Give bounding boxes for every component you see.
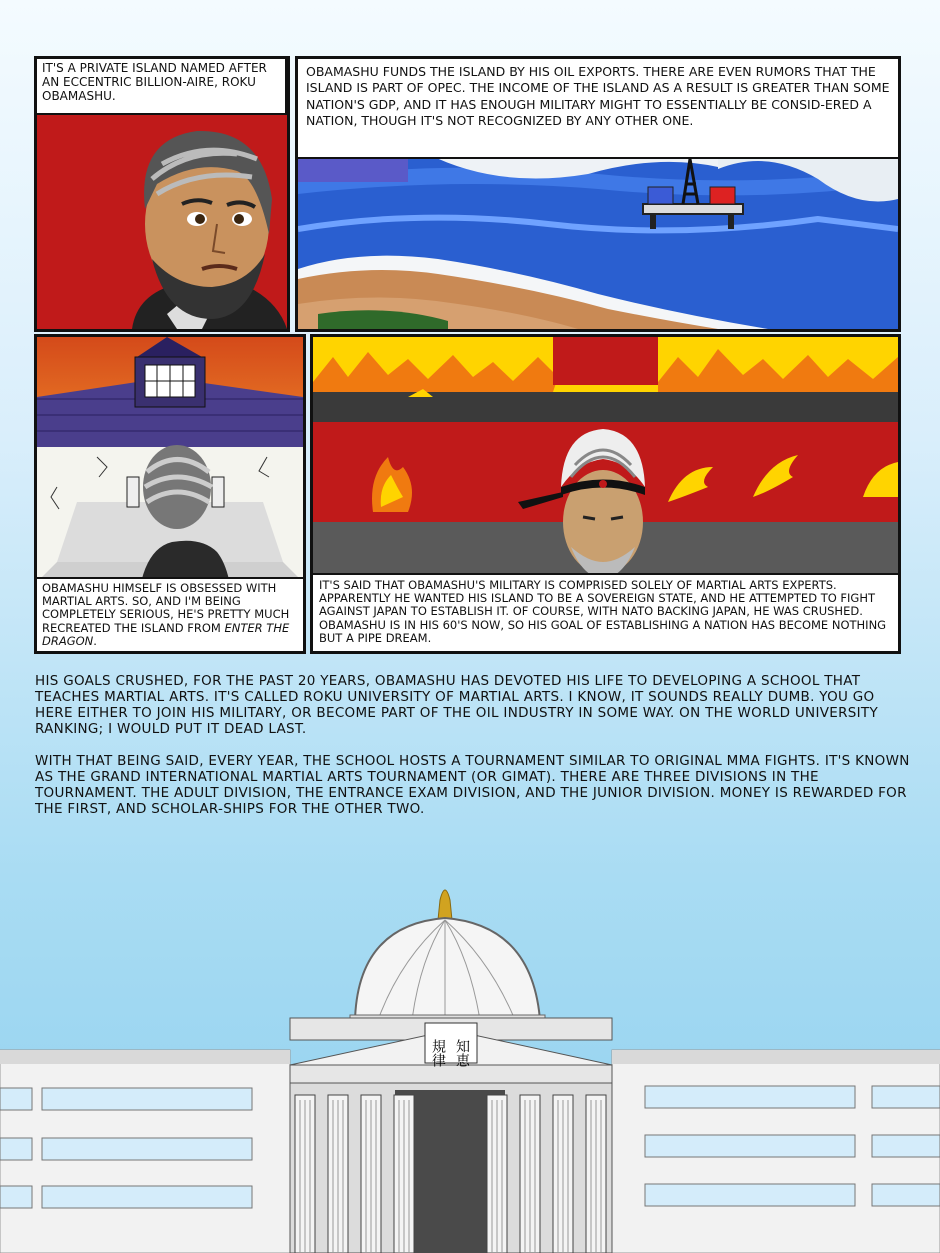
building-sign-left: 規律 <box>430 1039 446 1067</box>
panel-4-caption: IT'S SAID THAT OBAMASHU'S MILITARY IS COMPRISED SOLELY OF MARTIAL ARTS EXPERTS. APPARENTLY HE WANTED HIS ISLAND TO BE A SOVEREIGN STATE, AND HE ATTEMPTED TO FIGHT AGAINST JAPAN TO ESTABLISH IT. OF COURSE, WITH NATO BACKING JAPAN, HE WAS CRUSHED. OBAMASHU IS IN HIS 60'S NOW, SO HIS GOAL OF ESTABLISHING A NATION HAS BECOME NOTHING BUT A PIPE DREAM. <box>313 573 898 651</box>
panel-2-island <box>295 56 901 332</box>
panel-3-caption-film-title: ENTER THE DRAGON <box>42 620 290 648</box>
narration-block <box>35 673 915 833</box>
narration-paragraph-1: HIS GOALS CRUSHED, FOR THE PAST 20 YEARS, OBAMASHU HAS DEVOTED HIS LIFE TO DEVELOPING A SCHOOL THAT TEACHES MARTIAL ARTS. IT'S CALLED ROKU UNIVERSITY OF MARTIAL ARTS. I KNOW, IT SOUNDS REALLY DUMB. YOU GO HERE EITHER TO JOIN HIS MILITARY, OR BECOME PART OF THE OIL INDUSTRY IN SOME WAY. ON THE WORLD UNIVERSITY RANKING; I WOULD PUT IT DEAD LAST. <box>35 673 879 737</box>
panel-4-warrior <box>310 334 901 654</box>
university-building-art <box>0 880 940 1253</box>
panel-3-caption-end: . <box>93 633 97 648</box>
panel-1-caption: IT'S A PRIVATE ISLAND NAMED AFTER AN ECCENTRIC BILLION-AIRE, ROKU OBAMASHU. <box>37 59 287 115</box>
building-sign-right: 知恵 <box>454 1039 470 1067</box>
panel-1-portrait <box>34 56 290 332</box>
panel-3-caption-text: OBAMASHU HIMSELF IS OBSESSED WITH MARTIAL ARTS. SO, AND I'M BEING COMPLETELY SERIOUS, HE'S PRETTY MUCH RECREATED THE ISLAND FROM <box>42 581 290 635</box>
panel-3-caption <box>37 577 303 651</box>
narration-paragraph-2: WITH THAT BEING SAID, EVERY YEAR, THE SCHOOL HOSTS A TOURNAMENT SIMILAR TO ORIGINAL MMA FIGHTS. IT'S KNOWN AS THE GRAND INTERNATIONAL MARTIAL ARTS TOURNAMENT (OR GIMAT). THERE ARE THREE DIVISIONS IN THE TOURNAMENT. THE ADULT DIVISION, THE ENTRANCE EXAM DIVISION, AND THE JUNIOR DIVISION. MONEY IS REWARDED FOR THE FIRST, AND SCHOLAR-SHIPS FOR THE OTHER TWO. <box>35 753 910 817</box>
panel-3-dojo <box>34 334 306 654</box>
panel-2-caption: OBAMASHU FUNDS THE ISLAND BY HIS OIL EXPORTS. THERE ARE EVEN RUMORS THAT THE ISLAND IS PART OF OPEC. THE INCOME OF THE ISLAND AS A RESULT IS GREATER THAN SOME NATION'S GDP, AND IT HAS ENOUGH MILITARY MIGHT TO ESSENTIALLY BE CONSID-ERED A NATION, THOUGH IT'S NOT RECOGNIZED BY ANY OTHER ONE. <box>298 59 898 159</box>
